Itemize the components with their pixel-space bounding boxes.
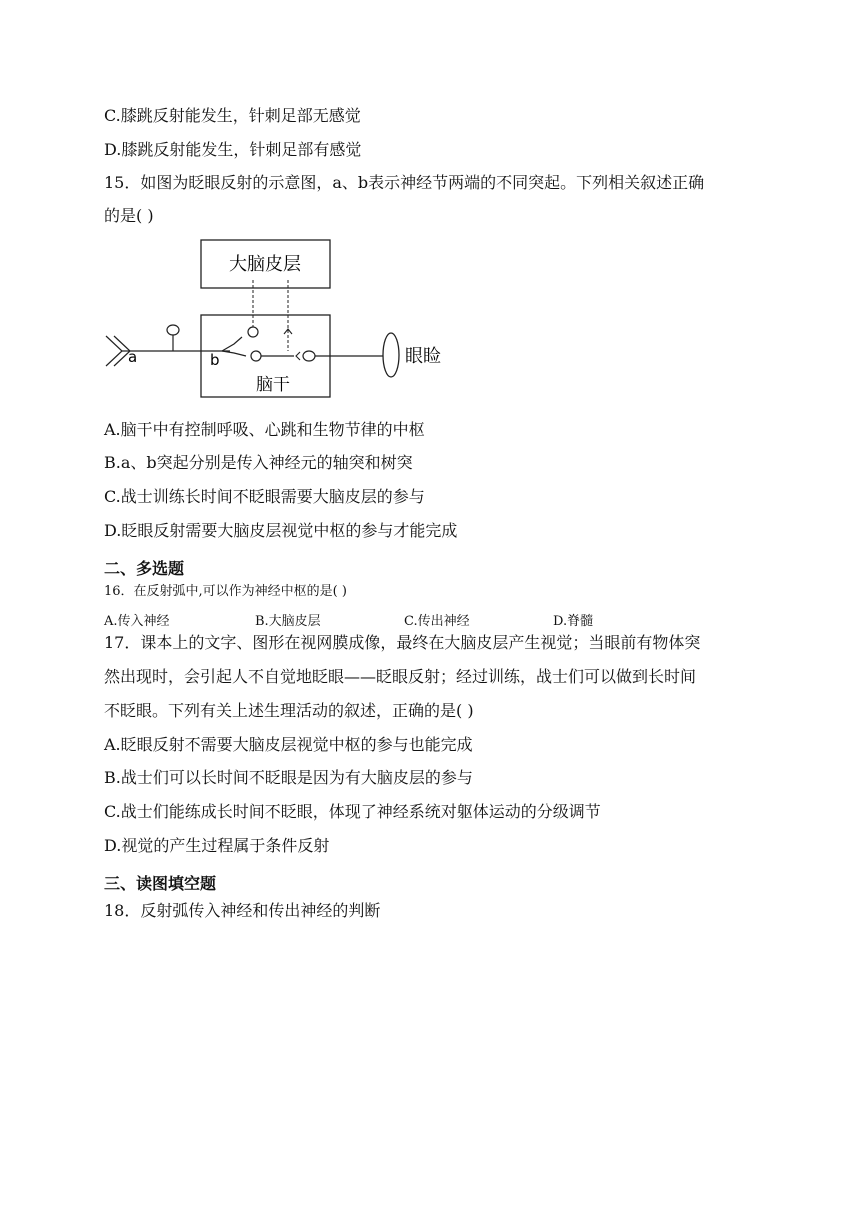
q15-stem-line1: 15．如图为眨眼反射的示意图，a、b表示神经节两端的不同突起。下列相关叙述正确: [104, 173, 705, 192]
q17-stem-line1: 17．课本上的文字、图形在视网膜成像，最终在大脑皮层产生视觉；当眼前有物体突: [104, 633, 701, 652]
label-b: b: [210, 351, 220, 369]
q17-option-b: B.战士们可以长时间不眨眼是因为有大脑皮层的参与: [104, 768, 473, 787]
q17-option-c: C.战士们能练成长时间不眨眼，体现了神经系统对躯体运动的分级调节: [104, 802, 601, 821]
q14-option-d: D.膝跳反射能发生，针刺足部有感觉: [104, 140, 362, 159]
terminal-branch-upper: [222, 337, 242, 351]
eyelid-label: 眼睑: [405, 346, 441, 367]
q16-option-d: D.脊髓: [553, 614, 594, 629]
q16-option-c: C.传出神经: [404, 614, 470, 629]
synapse-cortex-1: [248, 327, 258, 337]
brainstem-label: 脑干: [256, 375, 290, 395]
section-title-multiple-choice: 二、多选题: [104, 559, 185, 578]
terminal-branch-lower: [222, 351, 246, 356]
q15-option-a: A.脑干中有控制呼吸、心跳和生物节律的中枢: [104, 420, 425, 439]
ganglion-cell-body: [167, 325, 179, 335]
section-title-fill-in: 三、读图填空题: [104, 874, 217, 893]
interneuron-terminal: [296, 352, 300, 360]
q18-stem: 18．反射弧传入神经和传出神经的判断: [104, 901, 381, 920]
q15-option-c: C.战士训练长时间不眨眼需要大脑皮层的参与: [104, 487, 425, 506]
q17-stem-line3: 不眨眼。下列有关上述生理活动的叙述，正确的是( ): [104, 701, 474, 720]
q16-option-b: B.大脑皮层: [255, 614, 321, 629]
blink-reflex-diagram: [100, 235, 460, 405]
q15-option-d: D.眨眼反射需要大脑皮层视觉中枢的参与才能完成: [104, 521, 458, 540]
interneuron-body: [251, 351, 261, 361]
q16-option-a: A.传入神经: [104, 614, 170, 629]
q16-stem: 16．在反射弧中,可以作为神经中枢的是( ): [104, 584, 347, 599]
q17-option-d: D.视觉的产生过程属于条件反射: [104, 836, 330, 855]
motor-neuron-body: [303, 351, 315, 361]
q17-stem-line2: 然出现时，会引起人不自觉地眨眼——眨眼反射；经过训练，战士们可以做到长时间: [104, 667, 697, 686]
cortex-label: 大脑皮层: [229, 254, 301, 275]
label-a: a: [128, 348, 138, 366]
q14-option-c: C.膝跳反射能发生，针刺足部无感觉: [104, 106, 361, 125]
q15-option-b: B.a、b突起分别是传入神经元的轴突和树突: [104, 453, 413, 472]
q15-stem-line2: 的是( ): [104, 206, 154, 225]
q17-option-a: A.眨眼反射不需要大脑皮层视觉中枢的参与也能完成: [104, 735, 473, 754]
eyelid-effector: [383, 333, 399, 377]
